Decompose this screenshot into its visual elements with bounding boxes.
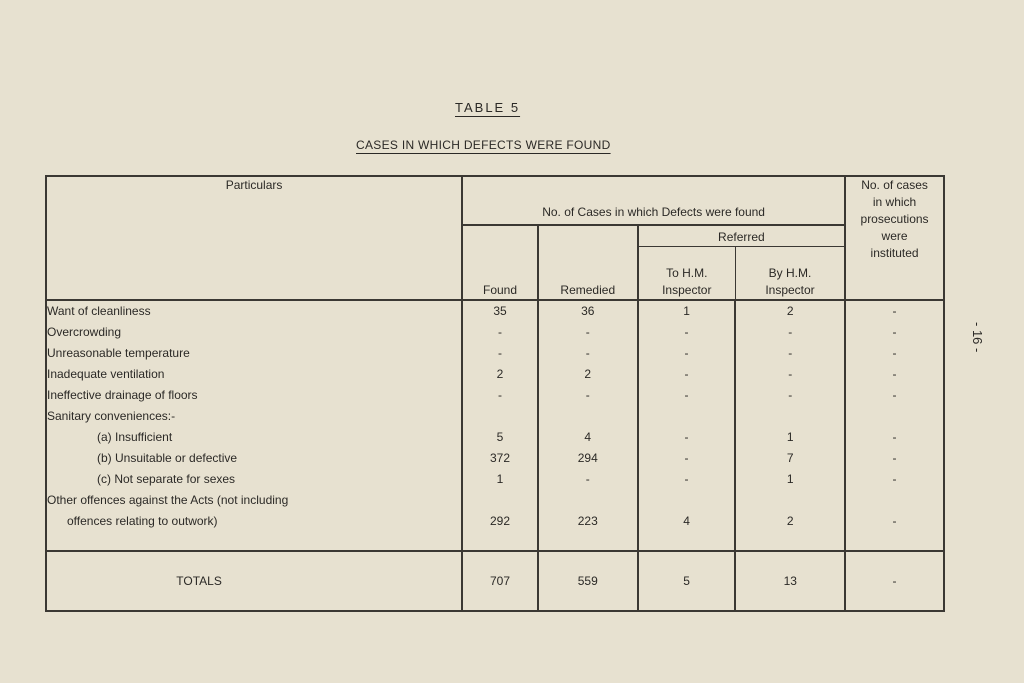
- prosecutions-value: -: [892, 430, 897, 444]
- row-label: Unreasonable temperature: [47, 346, 190, 360]
- by-hm-value: -: [788, 367, 793, 381]
- remedied-value: -: [585, 325, 590, 339]
- found-value: [463, 406, 537, 427]
- by-hm-value: 1: [786, 472, 794, 486]
- totals-by-hm: 13: [735, 551, 845, 611]
- totals-to-hm: 5: [638, 551, 736, 611]
- prosecutions-value: -: [892, 346, 897, 360]
- to-hm-value: 4: [683, 514, 690, 528]
- found-value: -: [498, 346, 502, 360]
- remedied-value: 4: [584, 430, 592, 444]
- remedied-value: -: [585, 472, 590, 486]
- prosecutions-value: [846, 406, 943, 427]
- to-hm-value: 1: [683, 304, 690, 318]
- prosecutions-value: -: [892, 325, 897, 339]
- to-hm-value: -: [684, 388, 689, 402]
- totals-prosecutions: -: [845, 551, 944, 611]
- row-label: (c) Not separate for sexes: [97, 472, 236, 486]
- to-hm-value: [639, 406, 735, 427]
- prosecutions-value: -: [892, 514, 897, 528]
- prosecutions-column: [845, 300, 944, 551]
- defects-group-header: No. of Cases in which Defects were found: [462, 176, 845, 225]
- found-value: 1: [496, 472, 504, 486]
- totals-remedied: 559: [538, 551, 638, 611]
- by-hm-value: 2: [786, 514, 794, 528]
- to-hm-value: -: [684, 346, 689, 360]
- referred-header: Referred: [638, 225, 845, 247]
- by-hm-value: -: [788, 388, 793, 402]
- particulars-header: Particulars: [46, 176, 462, 300]
- prosecutions-header: No. of cases in which prosecutions were instituted: [845, 176, 944, 300]
- found-value: 35: [493, 304, 507, 318]
- to-hm-value: -: [684, 451, 689, 465]
- to-hm-value: -: [684, 472, 689, 486]
- by-hm-inspector-header: By H.M. Inspector: [735, 247, 845, 301]
- table-body: [46, 300, 944, 551]
- row-label: Overcrowding: [47, 325, 122, 339]
- page-title: TABLE 5: [455, 100, 521, 115]
- row-label: Want of cleanliness: [47, 304, 151, 318]
- row-label: (a) Insufficient: [97, 430, 173, 444]
- remedied-value: [539, 490, 637, 511]
- found-value: [463, 490, 537, 511]
- totals-label: TOTALS: [46, 551, 462, 611]
- to-hm-value: -: [684, 430, 689, 444]
- by-hm-value: -: [788, 325, 793, 339]
- particulars-column: [46, 300, 462, 551]
- found-value: 5: [496, 430, 504, 444]
- found-header: Found: [462, 225, 538, 300]
- found-value: -: [498, 388, 502, 402]
- totals-row: [46, 551, 944, 611]
- prosecutions-value: -: [892, 388, 897, 402]
- remedied-value: [539, 406, 637, 427]
- by-hm-value: [736, 406, 844, 427]
- found-value: -: [498, 325, 502, 339]
- row-label: Sanitary conveniences:-: [47, 409, 176, 423]
- to-hm-inspector-header: To H.M. Inspector: [638, 247, 736, 301]
- row-label: Other offences against the Acts (not including: [47, 493, 289, 507]
- remedied-column: [538, 300, 638, 551]
- row-label: offences relating to outwork): [67, 514, 218, 528]
- defects-table: [45, 175, 945, 612]
- remedied-value: 223: [577, 514, 598, 528]
- totals-found: 707: [462, 551, 538, 611]
- by-hm-value: 7: [786, 451, 794, 465]
- by-hm-value: 2: [786, 304, 794, 318]
- by-hm-value: 1: [786, 430, 794, 444]
- remedied-header: Remedied: [538, 225, 638, 300]
- by-hm-column: [735, 300, 845, 551]
- row-label: (b) Unsuitable or defective: [97, 451, 238, 465]
- remedied-value: -: [585, 346, 590, 360]
- prosecutions-value: -: [892, 304, 897, 318]
- found-value: 292: [489, 514, 511, 528]
- by-hm-value: [736, 490, 844, 511]
- row-label: Inadequate ventilation: [47, 367, 165, 381]
- remedied-value: -: [585, 388, 590, 402]
- to-hm-value: [639, 490, 735, 511]
- by-hm-value: -: [788, 346, 793, 360]
- found-column: [462, 300, 538, 551]
- page-number: - 16 -: [970, 322, 985, 353]
- table-subtitle: CASES IN WHICH DEFECTS WERE FOUND: [356, 138, 611, 152]
- to-hm-value: -: [684, 367, 689, 381]
- prosecutions-value: [846, 490, 943, 511]
- found-value: 2: [496, 367, 504, 381]
- to-hm-value: -: [684, 325, 689, 339]
- remedied-value: 294: [577, 451, 598, 465]
- prosecutions-value: -: [892, 367, 897, 381]
- to-hm-column: [638, 300, 736, 551]
- prosecutions-value: -: [892, 472, 897, 486]
- remedied-value: 2: [584, 367, 592, 381]
- found-value: 372: [489, 451, 511, 465]
- row-label: Ineffective drainage of floors: [47, 388, 198, 402]
- remedied-value: 36: [581, 304, 595, 318]
- prosecutions-value: -: [892, 451, 897, 465]
